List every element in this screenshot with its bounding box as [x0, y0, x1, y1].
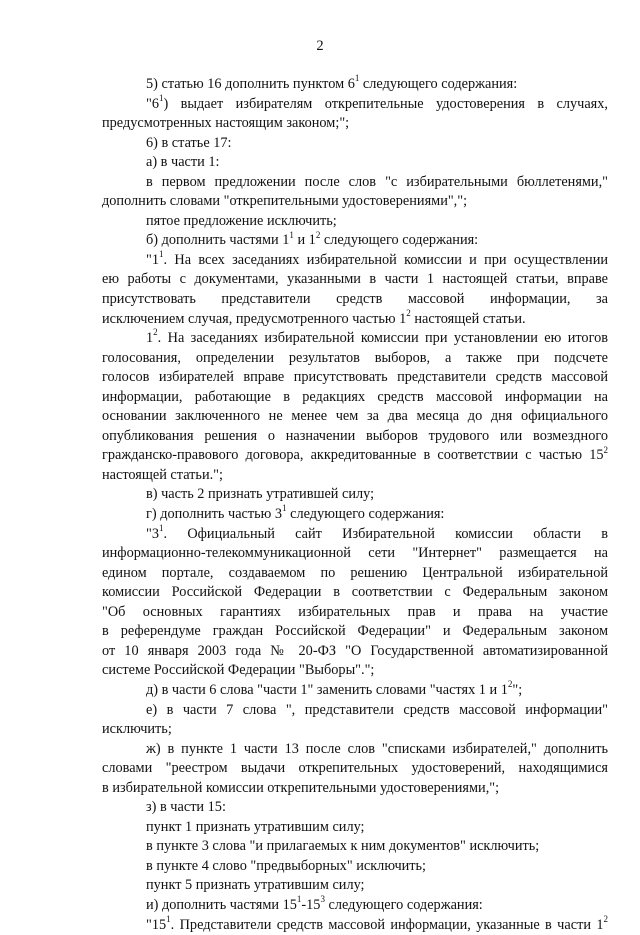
text-line: д) в части 6 слова "части 1" заменить словами "частях 1 и $1^2$"; — [146, 679, 523, 698]
text-line: комиссии Российской Федерации в соответствии с Федеральным законом — [102, 584, 608, 601]
document-body — [102, 75, 608, 935]
text-line: в первом предложении после слов "с избирательными бюллетенями," — [146, 173, 608, 190]
text-line: дополнить словами "открепительными удостоверениями","; — [102, 193, 468, 210]
text-line: опубликования решения о назначении выборов трудового или возмездного — [102, 427, 608, 444]
text-line: словами "реестром выдачи открепительных удостоверений, находящимися — [102, 760, 608, 777]
page-number: 2 — [316, 38, 324, 54]
text-line: в) часть 2 признать утратившей силу; — [146, 486, 375, 503]
text-line: "$3^1$. Официальный сайт Избирательной комиссии области в — [146, 522, 608, 542]
text-line: информационно-телекоммуникационной сети "Интернет" размещается на — [102, 545, 608, 562]
text-line: "$1^1$. На всех заседаниях избирательной комиссии и при осуществлении — [146, 249, 608, 268]
text-line: присутствовать представители средств массовой информации, за — [102, 291, 608, 308]
text-line: а) в части 1: — [146, 154, 220, 171]
text-line: в референдуме граждан Российской Федерации" и Федеральным законом — [102, 623, 608, 640]
text-line: "$15^1$. Представители средств массовой информации, указанные в части $1^2$ — [146, 913, 608, 933]
text-line: "Об основных гарантиях избирательных прав и права на участие — [102, 603, 608, 620]
text-line: 6) в статье 17: — [146, 134, 232, 151]
text-line: основании заключенного не менее чем за два месяца до дня официального — [102, 408, 608, 425]
text-line: з) в части 15: — [146, 799, 226, 816]
text-line: от 10 января 2003 года № 20-ФЗ "О Государственной автоматизированной — [102, 642, 608, 659]
text-line: ею работы с документами, указанными в части 1 настоящей статьи, вправе — [102, 271, 608, 288]
text-line: предусмотренных настоящим законом;"; — [102, 115, 350, 132]
text-line: голосов избирателей вправе присутствовать представители средств массовой — [102, 369, 608, 386]
text-line: системе Российской Федерации "Выборы"."; — [102, 662, 375, 679]
text-line: е) в части 7 слова ", представители средств массовой информации" — [146, 701, 608, 718]
text-line: и) дополнить частями $15^1-15^3$ следующего содержания: — [146, 894, 483, 913]
text-line: пункт 1 признать утратившим силу; — [146, 818, 365, 835]
text-line: гражданско-правового договора, аккредитованные в соответствии с частью $15^2$ — [102, 444, 608, 464]
text-line: настоящей статьи."; — [102, 466, 223, 483]
text-line: ж) в пункте 1 части 13 после слов "списками избирателей," дополнить — [146, 740, 608, 757]
text-line: исключением случая, предусмотренного частью $1^2$ настоящей статьи. — [102, 307, 526, 327]
text-line: информации, работающие в редакциях средств массовой информации на — [102, 388, 608, 405]
text-line: исключить; — [102, 721, 172, 738]
text-line: в пункте 4 слово "предвыборных" исключить; — [146, 857, 427, 874]
text-line: $1^2$. На заседаниях избирательной комиссии при установлении ею итогов — [146, 327, 608, 347]
text-line: пятое предложение исключить; — [146, 212, 337, 229]
text-line: едином портале, создаваемом по решению Центральной избирательной — [102, 564, 608, 581]
text-line: г) дополнить частью $3^1$ следующего содержания: — [146, 503, 445, 523]
text-line: голосования, определении результатов выборов, а также при подсчете — [102, 349, 608, 366]
text-line: пункт 5 признать утратившим силу; — [146, 877, 365, 894]
text-line: "$6^1$) выдает избирателям открепительные удостоверения в случаях, — [146, 92, 608, 112]
text-line: б) дополнить частями $1^1$ и $1^2$ следующего содержания: — [146, 229, 479, 249]
text-line: 5) статью 16 дополнить пунктом $6^1$ следующего содержания: — [146, 73, 518, 92]
text-line: в пункте 3 слова "и прилагаемых к ним документов" исключить; — [146, 838, 540, 855]
text-line: в избирательной комиссии открепительными удостоверениями,"; — [102, 779, 500, 796]
